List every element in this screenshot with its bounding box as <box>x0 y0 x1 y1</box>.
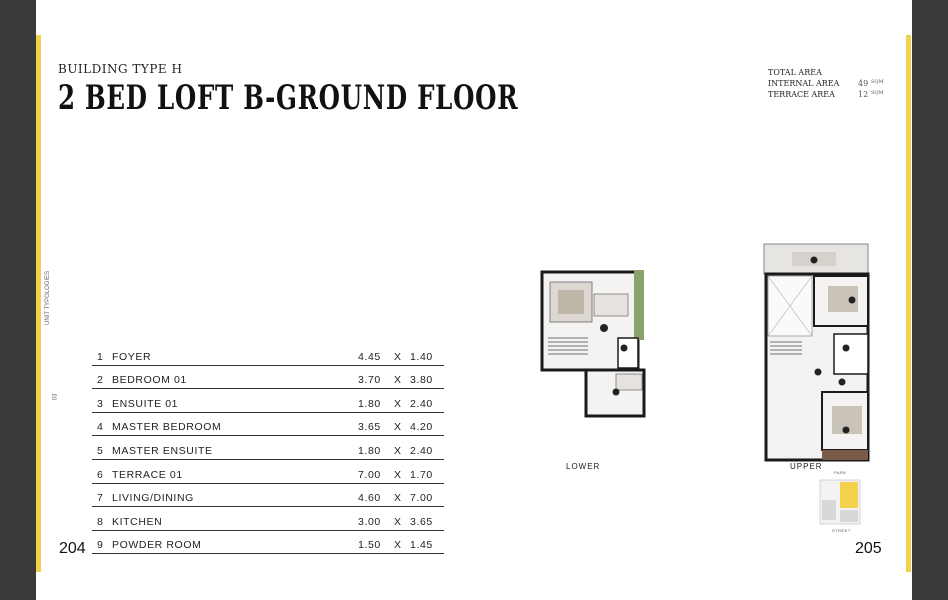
room-row: 8 KITCHEN 3.00 X 3.65 <box>92 507 444 531</box>
room-row: 3 ENSUITE 01 1.80 X 2.40 <box>92 389 444 413</box>
area-row: INTERNAL AREA 49 SQM <box>768 79 884 88</box>
page-number-right: 205 <box>855 540 882 557</box>
room-row: 7 LIVING/DINING 4.60 X 7.00 <box>92 484 444 508</box>
room-row: 4 MASTER BEDROOM 3.65 X 4.20 <box>92 413 444 437</box>
keyplan-top-label: PARK <box>834 470 847 475</box>
side-section-number: 03 <box>52 393 59 401</box>
area-summary <box>768 68 884 101</box>
room-row: 2 BEDROOM 01 3.70 X 3.80 <box>92 366 444 390</box>
right-accent-bar <box>906 35 911 572</box>
room-row: 5 MASTER ENSUITE 1.80 X 2.40 <box>92 436 444 460</box>
lower-plan-label: LOWER <box>566 462 601 471</box>
building-type: BUILDING TYPE H <box>58 62 183 76</box>
room-row: 9 POWDER ROOM 1.50 X 1.45 <box>92 531 444 555</box>
left-accent-bar <box>36 35 41 572</box>
room-schedule <box>92 342 444 554</box>
page-title: 2 BED LOFT B-GROUND FLOOR <box>58 78 519 118</box>
lower-floor-plan <box>538 268 648 420</box>
side-section-label: UNIT TYPOLOGIES <box>45 270 51 325</box>
upper-plan-label: UPPER <box>790 462 823 471</box>
area-row: TOTAL AREA <box>768 68 822 77</box>
upper-floor-plan <box>762 242 872 464</box>
area-row: TERRACE AREA 12 SQM <box>768 90 884 99</box>
page-number-left: 204 <box>59 540 86 557</box>
room-row: 6 TERRACE 01 7.00 X 1.70 <box>92 460 444 484</box>
room-row: 1 FOYER 4.45 X 1.40 <box>92 342 444 366</box>
keyplan-bottom-label: STREET <box>832 528 851 533</box>
